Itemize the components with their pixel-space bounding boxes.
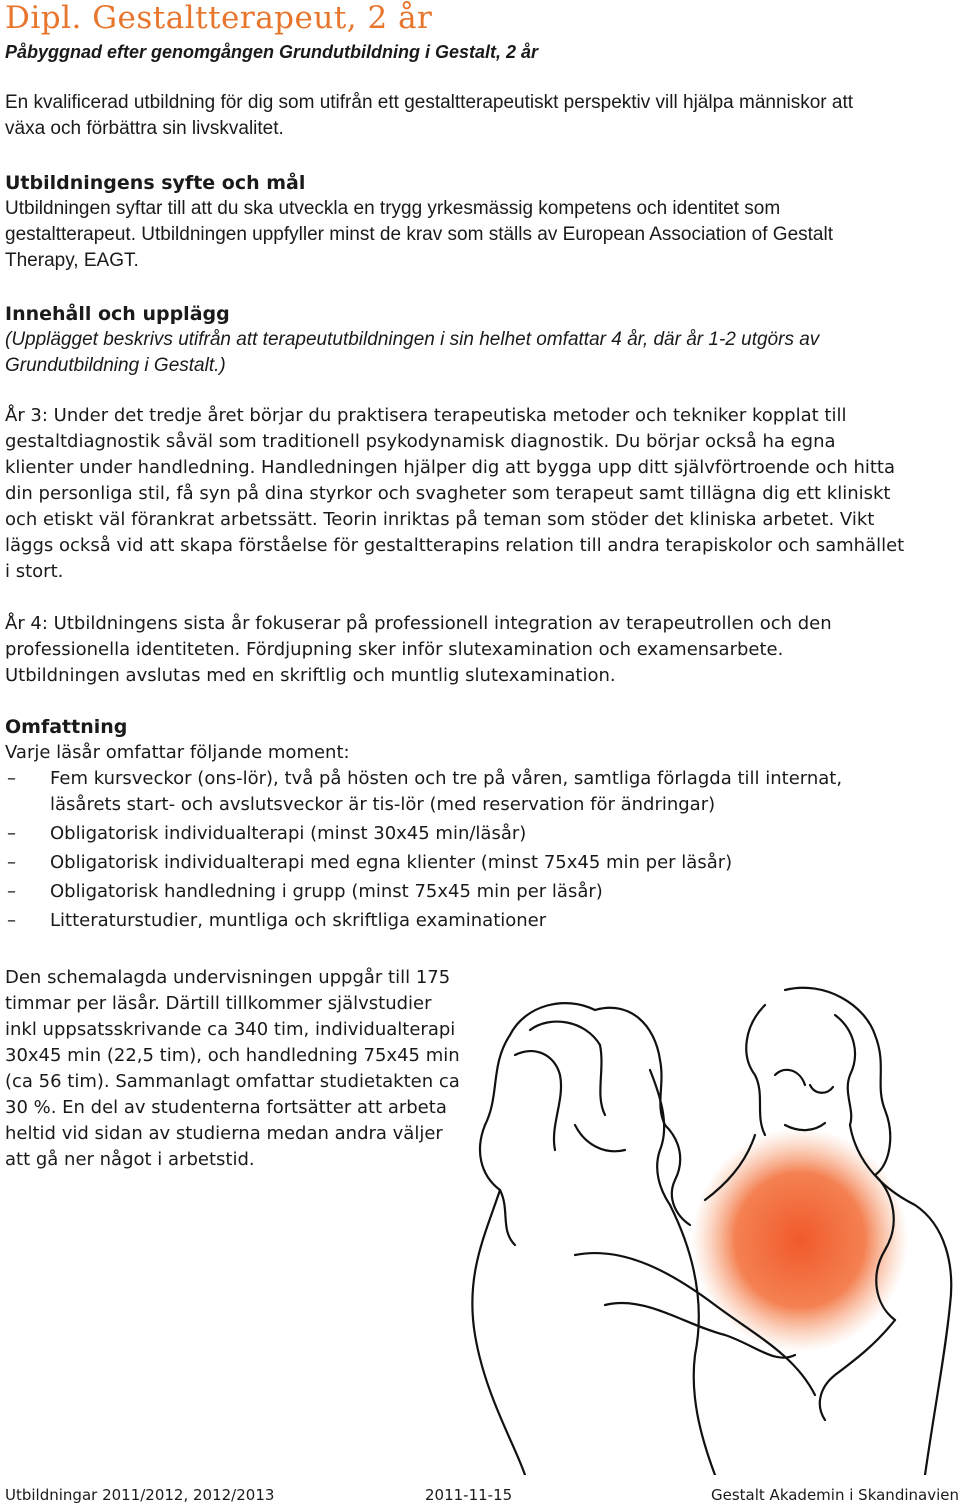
list-item: – Fem kursveckor (ons-lör), två på hösten och tre på våren, samtliga förlagda till internat, läsårets start- och avslutsveckor är tis-lör (med reservation för ändringar): [5, 766, 910, 818]
innehall-note: (Upplägget beskrivs utifrån att terapeututbildningen i sin helhet omfattar 4 år, där år 1-2 utgörs av Grundutbildning i Gestalt.): [5, 329, 820, 376]
section-syfte: [5, 170, 905, 274]
page-title: Dipl. Gestaltterapeut, 2 år: [5, 0, 433, 36]
year4-paragraph: År 4: Utbildningens sista år fokuserar på professionell integration av terapeutrollen och den professionella identiteten. Fördjupning sker inför slutexamination och examensarbete. Utbildningen avslutas med en skriftlig och muntlig slutexamination.: [5, 613, 832, 686]
innehall-heading: Innehåll och upplägg: [5, 303, 230, 325]
omfattning-heading: Omfattning: [5, 716, 128, 738]
year3-paragraph: År 3: Under det tredje året börjar du praktisera terapeutiska metoder och tekniker kopplat till gestaltdiagnostik såväl som traditionell psykodynamisk diagnostik. Du börjar också ha egna klienter under handledning. Handledningen hjälper dig att bygga upp ditt självförtroende och hitta din personliga stil, få syn på dina styrkor och svagheter som terapeut samt tillägna dig ett kliniskt och etiskt väl förankrat arbetssätt. Teorin inriktas på teman som stöder det kliniska arbetet. Vikt läggs också vid att skapa förståelse för gestaltterapins relation till andra terapiskolor och samhället i stort.: [5, 405, 905, 582]
section-omfattning: [5, 714, 910, 937]
list-item: – Obligatorisk individualterapi (minst 30x45 min/läsår): [5, 821, 910, 847]
page-subtitle: Påbyggnad efter genomgången Grundutbildning i Gestalt, 2 år: [5, 42, 539, 62]
section-innehall: [5, 301, 915, 379]
list-item: – Obligatorisk handledning i grupp (minst 75x45 min per läsår): [5, 879, 910, 905]
footer-right: Gestalt Akademin i Skandinavien: [711, 1486, 959, 1504]
list-item: – Litteraturstudier, muntliga och skriftliga examinationer: [5, 908, 910, 934]
intro-paragraph: En kvalificerad utbildning för dig som utifrån ett gestaltterapeutiskt perspektiv vill hjälpa människor att växa och förbättra sin livskvalitet.: [5, 92, 854, 139]
list-item: – Obligatorisk individualterapi med egna klienter (minst 75x45 min per läsår): [5, 850, 910, 876]
schedule-paragraph: Den schemalagda undervisningen uppgår till 175 timmar per läsår. Därtill tillkommer självstudier inkl uppsatsskrivande ca 340 tim, individualterapi 30x45 min (22,5 tim), och handledning 75x45 min (ca 56 tim). Sammanlagt omfattar studietakten ca 30 %. En del av studenterna fortsätter att arbeta heltid vid sidan av studierna medan andra väljer att gå ner något i arbetstid.: [5, 967, 460, 1170]
footer-date: 2011-11-15: [425, 1486, 513, 1504]
couple-illustration: [455, 975, 960, 1475]
footer-left: Utbildningar 2011/2012, 2012/2013: [5, 1486, 275, 1504]
syfte-text: Utbildningen syftar till att du ska utveckla en trygg yrkesmässig kompetens och identitet som gestaltterapeut. Utbildningen uppfyller minst de krav som ställs av European Association of Gestalt Therapy, EAGT.: [5, 198, 833, 271]
watercolor-splash: [692, 1128, 908, 1352]
omfattning-list: [5, 766, 910, 934]
syfte-heading: Utbildningens syfte och mål: [5, 172, 306, 194]
omfattning-lead: Varje läsår omfattar följande moment:: [5, 742, 350, 763]
